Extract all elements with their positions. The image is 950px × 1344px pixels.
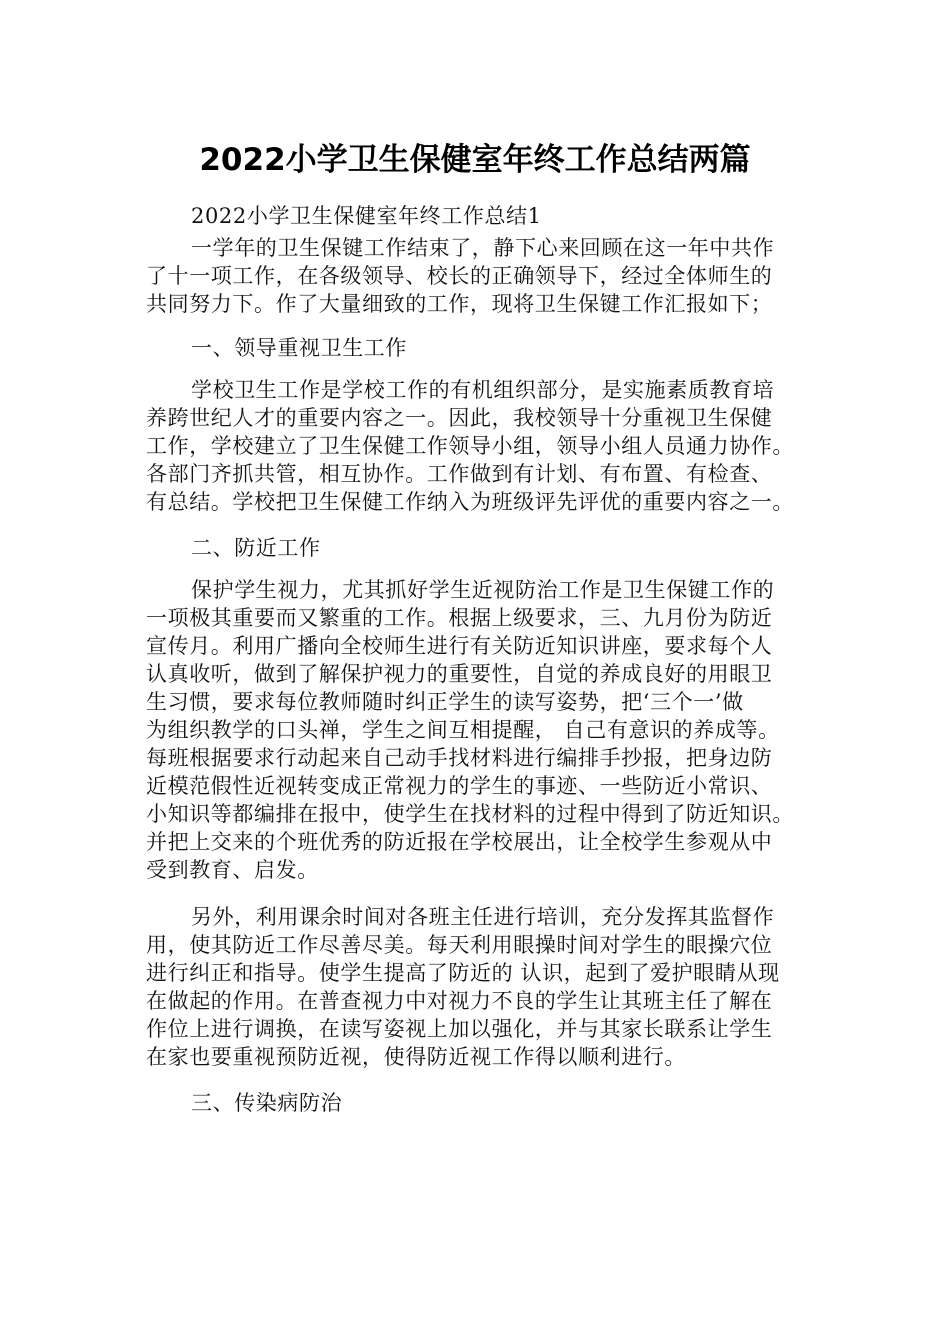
section1-line: 工作，学校建立了卫生保健工作领导小组，领导小组人员通力协作。 (146, 434, 794, 458)
section2-para1-line: 宣传月。利用广播向全校师生进行有关防近知识讲座，要求每个人 (146, 634, 773, 658)
section2-para2-line: 进行纠正和指导。使学生提高了防近的 认识，起到了爱护眼睛从现 (146, 961, 780, 985)
section2-para2-line: 在家也要重视预防近视，使得防近视工作得以顺利进行。 (146, 1045, 686, 1069)
section2-para1-line: 近模范假性近视转变成正常视力的学生的事迹、一些防近小常识、 (146, 774, 773, 798)
section2-para2-line: 另外，利用课余时间对各班主任进行培训，充分发挥其监督作 (191, 905, 775, 929)
section2-para1-line: 受到教育、启发。 (146, 858, 319, 882)
section3-heading: 三、传染病防治 (191, 1091, 343, 1115)
intro-line: 了十一项工作，在各级领导、校长的正确领导下，经过全体师生的 (146, 264, 773, 288)
section2-para1-line: 每班根据要求行动起来自己动手找材料进行编排手抄报，把身边防 (146, 746, 773, 770)
section2-para1-line: 小知识等都编排在报中，使学生在找材料的过程中得到了防近知识。 (146, 802, 794, 826)
section1-line: 各部门齐抓共管，相互协作。工作做到有计划、有布置、有检查、 (146, 462, 773, 486)
section1-line: 有总结。学校把卫生保健工作纳入为班级评先评优的重要内容之一。 (146, 490, 794, 514)
section2-para1-line: 一项极其重要而又繁重的工作。根据上级要求，三、九月份为防近 (146, 606, 773, 630)
section2-para1-line: 生习惯，要求每位教师随时纠正学生的读写姿势，把‘三个一’做 (146, 690, 744, 714)
section2-para1-line: 为组织教学的口头禅，学生之间互相提醒， 自己有意识的养成等。 (146, 718, 780, 742)
section2-para1-line: 并把上交来的个班优秀的防近报在学校展出，让全校学生参观从中 (146, 830, 773, 854)
section2-para1-line: 认真收听，做到了解保护视力的重要性，自觉的养成良好的用眼卫 (146, 662, 773, 686)
intro-line: 一学年的卫生保键工作结束了，静下心来回顾在这一年中共作 (191, 236, 775, 260)
section2-para1-line: 保护学生视力，尤其抓好学生近视防治工作是卫生保键工作的 (191, 578, 775, 602)
section1-heading: 一、领导重视卫生工作 (191, 336, 407, 360)
section1-line: 学校卫生工作是学校工作的有机组织部分，是实施素质教育培 (191, 378, 775, 402)
section2-heading: 二、防近工作 (191, 536, 321, 560)
document-title: 2022小学卫生保健室年终工作总结两篇 (199, 142, 751, 178)
document-subtitle: 2022小学卫生保健室年终工作总结1 (191, 204, 542, 228)
section2-para2-line: 用，使其防近工作尽善尽美。每天利用眼操时间对学生的眼操穴位 (146, 933, 773, 957)
section2-para2-line: 在做起的作用。在普查视力中对视力不良的学生让其班主任了解在 (146, 989, 773, 1013)
section2-para2-line: 作位上进行调换，在读写姿视上加以强化，并与其家长联系让学生 (146, 1017, 773, 1041)
intro-line: 共同努力下。作了大量细致的工作，现将卫生保键工作汇报如下； (146, 292, 773, 316)
section1-line: 养跨世纪人才的重要内容之一。因此，我校领导十分重视卫生保健 (146, 406, 773, 430)
